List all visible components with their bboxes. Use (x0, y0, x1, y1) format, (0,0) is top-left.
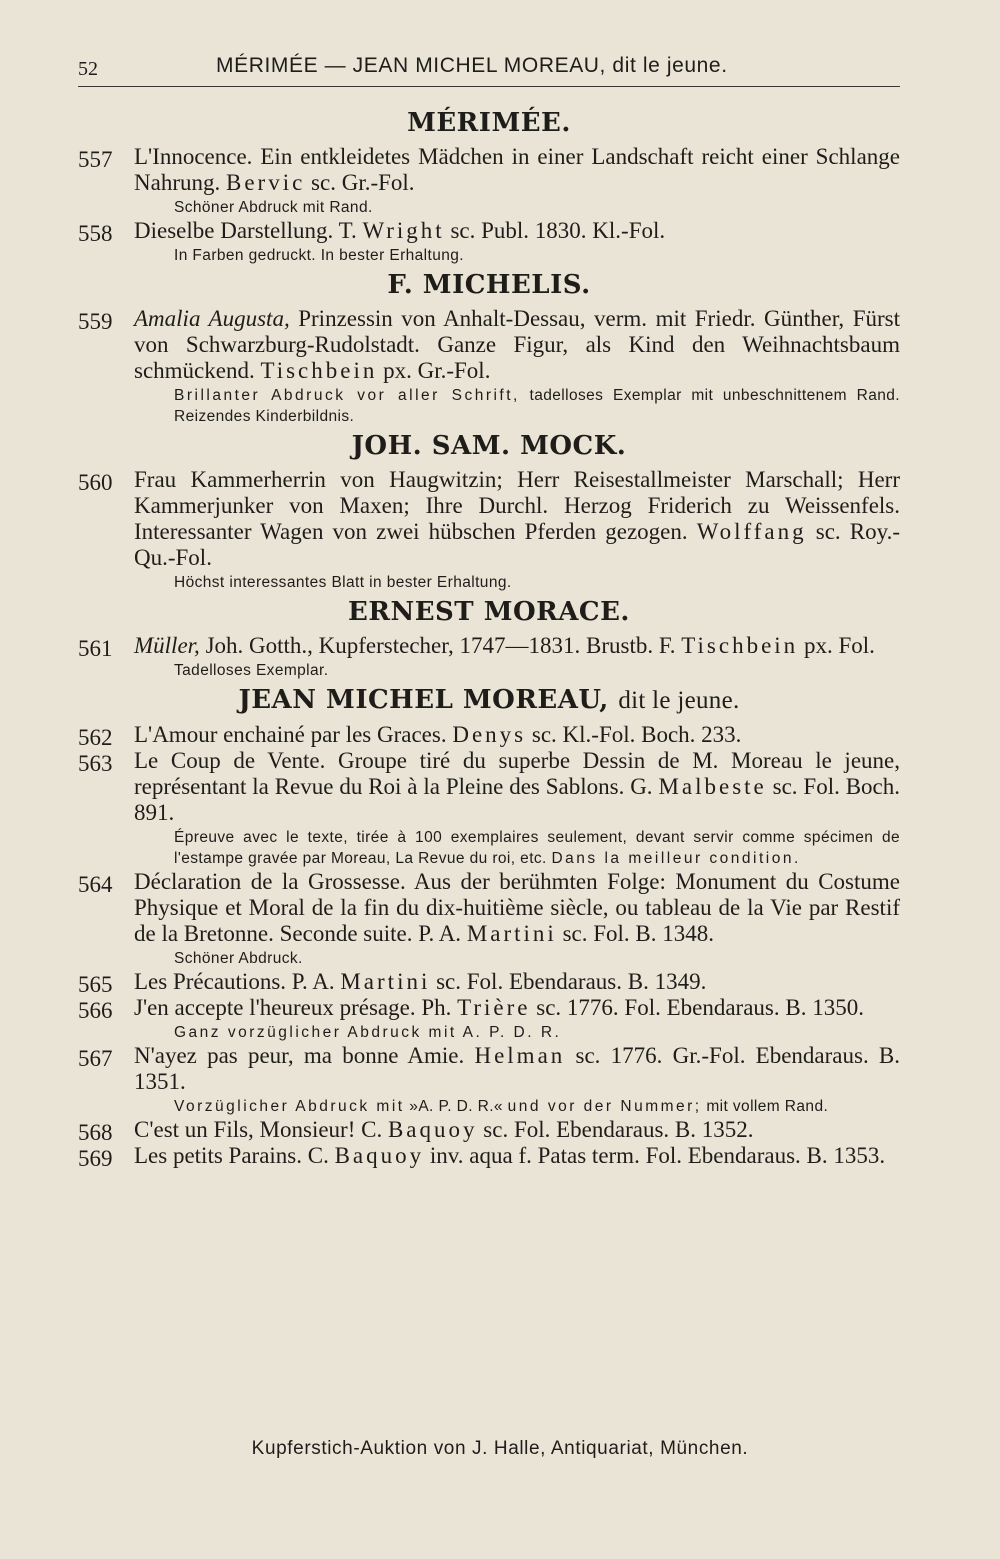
entry-format: sc. 1776. Gr.-Fol. Ebendaraus. B. 1351. (134, 1043, 901, 1094)
entry-description: Les Précautions. P. A. (134, 969, 335, 994)
entry-number: 564 (78, 872, 113, 897)
entry-description: Prinzessin von Anhalt-Dessau, verm. mit Friedr. Günther, Fürst von Schwarzburg-Rudolstadt. Ganze Figur, als Kind den Weihnachtsbaum schmückend. (134, 306, 901, 383)
catalog-entry-561 (78, 633, 900, 681)
entry-number: 562 (78, 725, 113, 750)
entry-format: sc. Publ. 1830. Kl.-Fol. (450, 218, 666, 243)
artist-name: Trière (457, 995, 531, 1020)
artist-name: Martini (340, 969, 431, 994)
entry-number: 565 (78, 972, 113, 997)
entry-note (134, 827, 900, 869)
entry-number: 557 (78, 147, 113, 172)
entry-text (134, 748, 900, 826)
section-heading-merimee: MÉRIMÉE. (407, 108, 571, 138)
note-spaced: Ganz vorzüglicher Abdruck mit A. P. D. R. (174, 1024, 562, 1041)
entry-description: N'ayez pas peur, ma bonne Amie. (134, 1043, 465, 1068)
entry-description: Le Coup de Vente. Groupe tiré du superbe Dessin de M. Moreau le jeune, représentant la Revue du Roi à la Pleine des Sablons. G. (134, 748, 900, 799)
entry-description: J'en accepte l'heureux présage. Ph. (134, 995, 452, 1020)
entry-number: 561 (78, 636, 113, 661)
entry-note: Schöner Abdruck. (174, 950, 303, 967)
catalog-entry-565 (78, 969, 900, 995)
entry-note (134, 1096, 900, 1117)
artist-name: Malbeste (658, 774, 767, 799)
catalog-entry-564 (78, 869, 900, 969)
entry-format: sc. Roy.-Qu.-Fol. (134, 519, 901, 570)
entry-format: inv. aqua f. Patas term. Fol. Ebendaraus. B. 1353. (429, 1143, 886, 1168)
entry-number: 566 (78, 998, 113, 1023)
note-rest: mit vollem Rand. (706, 1098, 829, 1115)
artist-name: Helman (474, 1043, 566, 1068)
entry-description: Dieselbe Darstellung. T. (134, 218, 357, 243)
artist-name: Tischbein (260, 358, 378, 383)
entry-text (134, 969, 900, 995)
entry-note: Tadelloses Exemplar. (174, 662, 329, 679)
entry-description: Les petits Parains. C. (134, 1143, 329, 1168)
entry-number: 558 (78, 221, 113, 246)
artist-name: Tischbein (681, 633, 799, 658)
note-text: Épreuve avec le texte, tirée à 100 exemplaires seulement, devant servir comme spécimen de l'estampe gravée par Moreau, La Revue du roi, etc. (174, 829, 900, 867)
catalog-entry-568 (78, 1117, 900, 1143)
entry-text (134, 995, 900, 1021)
entry-note: In Farben gedruckt. In bester Erhaltung. (174, 247, 464, 264)
note-spaced: Vorzüglicher Abdruck mit (174, 1098, 405, 1115)
section-heading-mock: JOH. SAM. MOCK. (351, 431, 627, 461)
entry-format: sc. Fol. Boch. 891. (134, 774, 901, 825)
entry-subject: Amalia Augusta, (134, 306, 290, 331)
entry-description: Frau Kammerherrin von Haugwitzin; Herr Reisestallmeister Marschall; Herr Kammerjunker von Maxen; Ihre Durchl. Herzog Friderich zu Weissenfels. Interessanter Wagen von zwei hübschen Pferden gezogen. (134, 467, 900, 544)
entry-text (134, 144, 900, 196)
entry-text (134, 306, 900, 384)
entry-text (134, 218, 900, 244)
artist-name: Baquoy (334, 1143, 425, 1168)
entry-format: px. Fol. (803, 633, 875, 658)
section-heading-moreau-name: JEAN MICHEL MOREAU, (238, 685, 609, 715)
note-text: »A. P. D. R.« (409, 1098, 503, 1115)
catalog-entry-566 (78, 995, 900, 1043)
entry-note (134, 385, 900, 427)
entry-format: sc. Gr.-Fol. (311, 170, 415, 195)
entry-number: 560 (78, 470, 113, 495)
entry-text (134, 633, 900, 659)
section-heading-michelis: F. MICHELIS. (387, 270, 591, 300)
catalog-entry-567 (78, 1043, 900, 1117)
running-head (78, 52, 900, 87)
entry-number: 567 (78, 1046, 113, 1071)
catalog-entry-557 (78, 144, 900, 218)
page-number: 52 (78, 58, 98, 80)
entry-format: px. Gr.-Fol. (383, 358, 491, 383)
running-title: MÉRIMÉE — JEAN MICHEL MOREAU, dit le jeune. (216, 54, 728, 77)
entry-description: L'Innocence. Ein entkleidetes Mädchen in einer Landschaft reicht einer Schlange Nahrung. (134, 144, 900, 195)
catalog-entry-559 (78, 306, 900, 427)
artist-name: Wolffang (696, 519, 807, 544)
entry-note: Schöner Abdruck mit Rand. (174, 199, 373, 216)
entry-text (134, 869, 900, 947)
entry-text (134, 1143, 900, 1169)
entry-number: 563 (78, 751, 113, 776)
entry-text (134, 722, 900, 748)
section-heading-moreau (78, 685, 900, 716)
note-rest: tadelloses Exemplar mit unbeschnittenem Rand. Reizendes Kinderbildnis. (174, 387, 900, 425)
catalog-entry-569 (78, 1143, 900, 1169)
catalog-entry-562 (78, 722, 900, 748)
page-footer: Kupferstich-Auktion von J. Halle, Antiquariat, München. (251, 1438, 749, 1459)
entry-description: L'Amour enchainé par les Graces. (134, 722, 447, 747)
catalog-entry-563 (78, 748, 900, 869)
catalog-entry-558 (78, 218, 900, 266)
entry-number: 568 (78, 1120, 113, 1145)
entry-format: sc. Fol. B. 1348. (562, 921, 714, 946)
entry-note (134, 1022, 900, 1043)
entry-description: C'est un Fils, Monsieur! C. (134, 1117, 383, 1142)
note-spaced: Dans la meilleur condition. (551, 850, 801, 867)
entry-format: sc. Kl.-Fol. Boch. 233. (531, 722, 742, 747)
note-spaced: Brillanter Abdruck vor aller Schrift, (174, 387, 520, 404)
entry-description: Déclaration de la Grossesse. Aus der berühmten Folge: Monument du Costume Physique et Moral de la fin du dix-huitième siècle, ou tableau de la Vie par Restif de la Bretonne. Seconde suite. P. A. (134, 869, 900, 946)
entry-text (134, 1043, 900, 1095)
entry-text (134, 467, 900, 571)
artist-name: Denys (452, 722, 527, 747)
entry-format: sc. Fol. Ebendaraus. B. 1349. (436, 969, 707, 994)
section-heading-morace: ERNEST MORACE. (348, 597, 630, 627)
entry-text (134, 1117, 900, 1143)
artist-name: Wright (362, 218, 445, 243)
entry-format: sc. 1776. Fol. Ebendaraus. B. 1350. (536, 995, 864, 1020)
catalog-entry-560 (78, 467, 900, 593)
section-heading-moreau-suffix: dit le jeune. (618, 687, 740, 714)
artist-name: Bervic (225, 170, 306, 195)
entry-format: sc. Fol. Ebendaraus. B. 1352. (483, 1117, 754, 1142)
artist-name: Baquoy (387, 1117, 478, 1142)
note-spaced: und vor der Nummer; (507, 1098, 702, 1115)
artist-name: Martini (466, 921, 557, 946)
entry-description: Joh. Gotth., Kupferstecher, 1747—1831. Brustb. F. (205, 633, 676, 658)
entry-number: 569 (78, 1146, 113, 1171)
catalog-content (78, 104, 900, 1169)
entry-subject: Müller, (134, 633, 200, 658)
entry-note: Höchst interessantes Blatt in bester Erhaltung. (174, 574, 512, 591)
entry-number: 559 (78, 309, 113, 334)
